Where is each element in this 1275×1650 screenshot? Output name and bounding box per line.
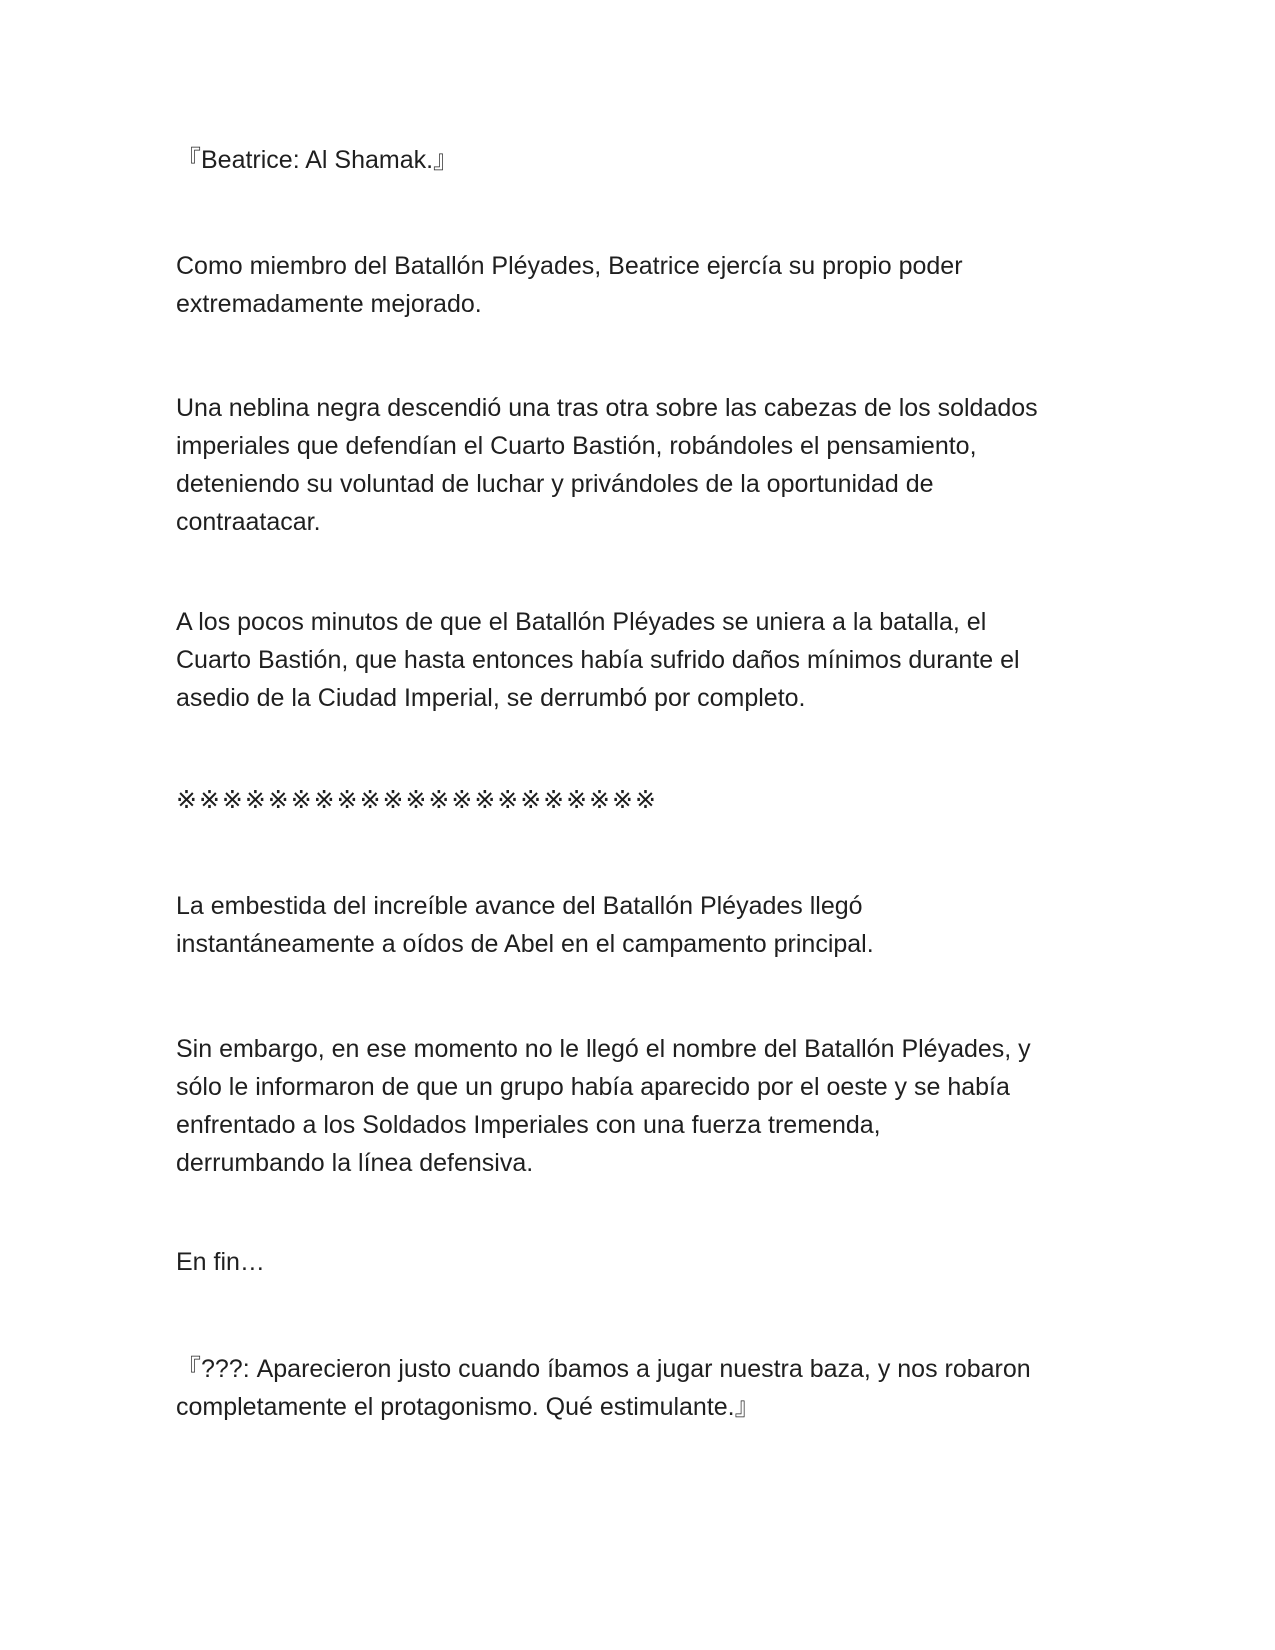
text-line: Una neblina negra descendió una tras otra sobre las cabezas de los soldados	[176, 394, 1038, 422]
text-line: enfrentado a los Soldados Imperiales con una fuerza tremenda,	[176, 1111, 881, 1139]
paragraph-3	[176, 603, 1096, 717]
text-line: Sin embargo, en ese momento no le llegó el nombre del Batallón Pléyades, y	[176, 1035, 1031, 1063]
text-line: contraatacar.	[176, 508, 321, 536]
text-line: 『???: Aparecieron justo cuando íbamos a jugar nuestra baza, y nos robaron	[176, 1355, 1031, 1383]
text-line: extremadamente mejorado.	[176, 290, 482, 318]
text-line: deteniendo su voluntad de luchar y privándoles de la oportunidad de	[176, 470, 934, 498]
dialogue-beatrice	[176, 141, 1096, 179]
paragraph-4	[176, 887, 1096, 963]
text-line: asedio de la Ciudad Imperial, se derrumbó por completo.	[176, 684, 806, 712]
text-line: derrumbando la línea defensiva.	[176, 1149, 534, 1177]
text-line: Cuarto Bastión, que hasta entonces había sufrido daños mínimos durante el	[176, 646, 1020, 674]
text-line: imperiales que defendían el Cuarto Bastión, robándoles el pensamiento,	[176, 432, 977, 460]
dialogue-unknown	[176, 1350, 1096, 1426]
separator-marks: ※※※※※※※※※※※※※※※※※※※※※	[176, 786, 658, 814]
text-line: sólo le informaron de que un grupo había aparecido por el oeste y se había	[176, 1073, 1010, 1101]
text-line: instantáneamente a oídos de Abel en el campamento principal.	[176, 930, 874, 958]
paragraph-5	[176, 1030, 1096, 1182]
section-separator	[176, 781, 1096, 819]
paragraph-6	[176, 1243, 1096, 1281]
text-line: La embestida del increíble avance del Batallón Pléyades llegó	[176, 892, 863, 920]
text-line: Como miembro del Batallón Pléyades, Beatrice ejercía su propio poder	[176, 252, 963, 280]
text-line: En fin…	[176, 1248, 265, 1276]
paragraph-1	[176, 247, 1096, 323]
text-line: 『Beatrice: Al Shamak.』	[176, 146, 459, 174]
paragraph-2	[176, 389, 1096, 541]
text-line: completamente el protagonismo. Qué estimulante.』	[176, 1393, 760, 1421]
text-line: A los pocos minutos de que el Batallón Pléyades se uniera a la batalla, el	[176, 608, 987, 636]
